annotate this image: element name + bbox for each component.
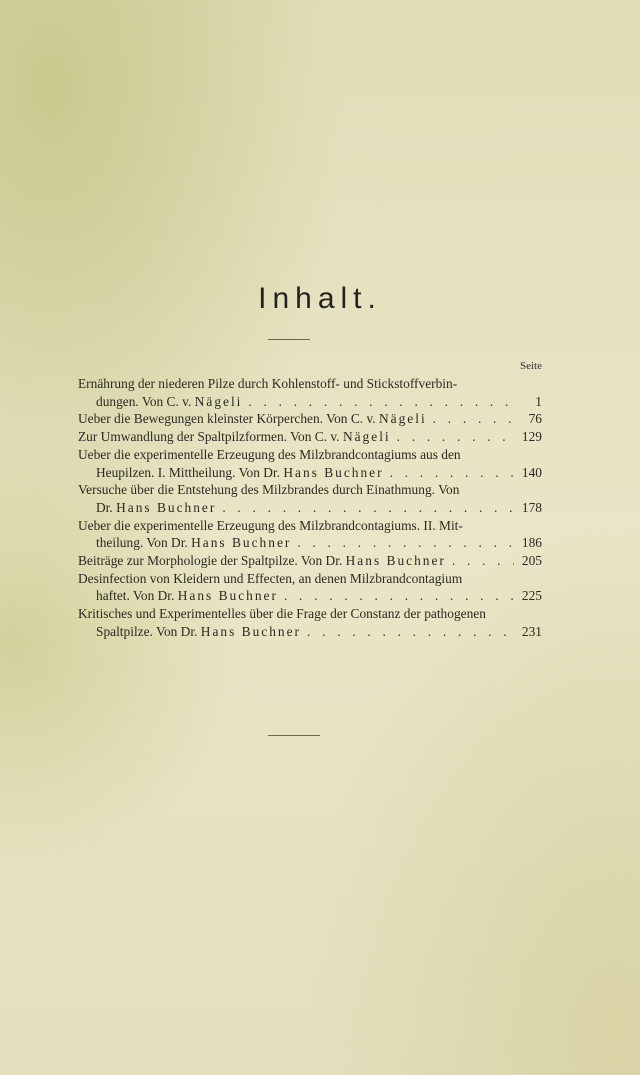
toc-entry [78, 481, 542, 516]
toc-entry-author: Nägeli [194, 393, 243, 409]
toc-entry [78, 552, 542, 570]
toc-page-number: 1 [535, 393, 542, 409]
toc-entry [78, 605, 542, 640]
dot-leader [390, 464, 514, 482]
toc-entry-author: Hans Buchner [177, 588, 278, 604]
toc-page-number: 205 [521, 553, 542, 569]
toc-entry-last-line [78, 464, 542, 482]
toc-entry-last-line [78, 552, 542, 570]
dot-leader [284, 587, 514, 605]
toc-entry-title: Ueber die Bewegungen kleinster Körperchen. Von C. v. [78, 411, 379, 427]
toc-entry-title: Beiträge zur Morphologie der Spaltpilze. Von Dr. [78, 553, 346, 569]
dot-leader [297, 534, 514, 552]
toc-page-number: 140 [521, 464, 542, 480]
toc-entry-author: Nägeli [342, 429, 391, 445]
toc-entry-title: Zur Umwandlung der Spaltpilzformen. Von C. v. [78, 429, 343, 445]
dot-leader [397, 428, 514, 446]
toc-entry [78, 428, 542, 446]
toc-entry-author: Nägeli [378, 411, 427, 427]
dot-leader [248, 393, 514, 411]
toc-entry-title: dungen. Von C. v. [96, 393, 195, 409]
bottom-divider [268, 735, 320, 736]
toc-entry-text-line: Desinfection von Kleidern und Effecten, an denen Milzbrandcontagium [78, 570, 463, 586]
dot-leader [452, 552, 514, 570]
toc-entry-author: Hans Buchner [191, 535, 292, 551]
toc-entry-title: Dr. [96, 499, 117, 515]
toc-entry [78, 446, 542, 481]
toc-entry-title: Spaltpilze. Von Dr. [96, 623, 201, 639]
toc-entry-text-line: Ernährung der niederen Pilze durch Kohlenstoff- und Stickstoffverbin- [78, 376, 458, 391]
page-title: Inhalt. [258, 282, 382, 315]
toc-entry-title: Heupilzen. I. Mittheilung. Von Dr. [96, 464, 284, 480]
toc-entry-last-line [78, 534, 542, 552]
title-divider [268, 339, 310, 340]
table-of-contents [78, 375, 542, 641]
toc-entry [78, 517, 542, 552]
toc-page-number: 76 [528, 411, 542, 427]
dot-leader [433, 410, 514, 428]
toc-page-number: 186 [521, 535, 542, 551]
toc-entry-last-line [78, 428, 542, 446]
toc-page-number: 225 [521, 588, 542, 604]
toc-entry-author: Hans Buchner [116, 499, 217, 515]
dot-leader [222, 499, 514, 517]
toc-entry-author: Hans Buchner [345, 553, 446, 569]
toc-entry [78, 410, 542, 428]
toc-entry-text-line: Ueber die experimentelle Erzeugung des Milzbrandcontagiums aus den [78, 446, 461, 462]
toc-page-number: 129 [521, 429, 542, 445]
toc-entry-last-line [78, 393, 542, 411]
page-column-header: Seite [520, 360, 542, 372]
toc-entry-author: Hans Buchner [200, 623, 302, 639]
toc-entry-text-line: Kritisches und Experimentelles über die Frage der Constanz der pathogenen [78, 606, 486, 622]
toc-entry-text-line: Ueber die experimentelle Erzeugung des Milzbrandcontagiums. II. Mit- [78, 517, 463, 533]
toc-page-number: 178 [521, 499, 542, 515]
toc-entry [78, 570, 542, 605]
toc-entry [78, 375, 542, 410]
toc-entry-last-line [78, 587, 542, 605]
toc-entry-title: haftet. Von Dr. [96, 588, 178, 604]
toc-entry-text-line: Versuche über die Entstehung des Milzbrandes durch Einathmung. Von [78, 482, 460, 498]
toc-entry-title: theilung. Von Dr. [96, 535, 192, 551]
toc-entry-author: Hans Buchner [283, 464, 384, 480]
toc-entry-last-line [78, 623, 542, 641]
toc-entry-last-line [78, 410, 542, 428]
toc-entry-last-line [78, 499, 542, 517]
toc-page-number: 231 [521, 623, 542, 639]
dot-leader [307, 623, 514, 641]
